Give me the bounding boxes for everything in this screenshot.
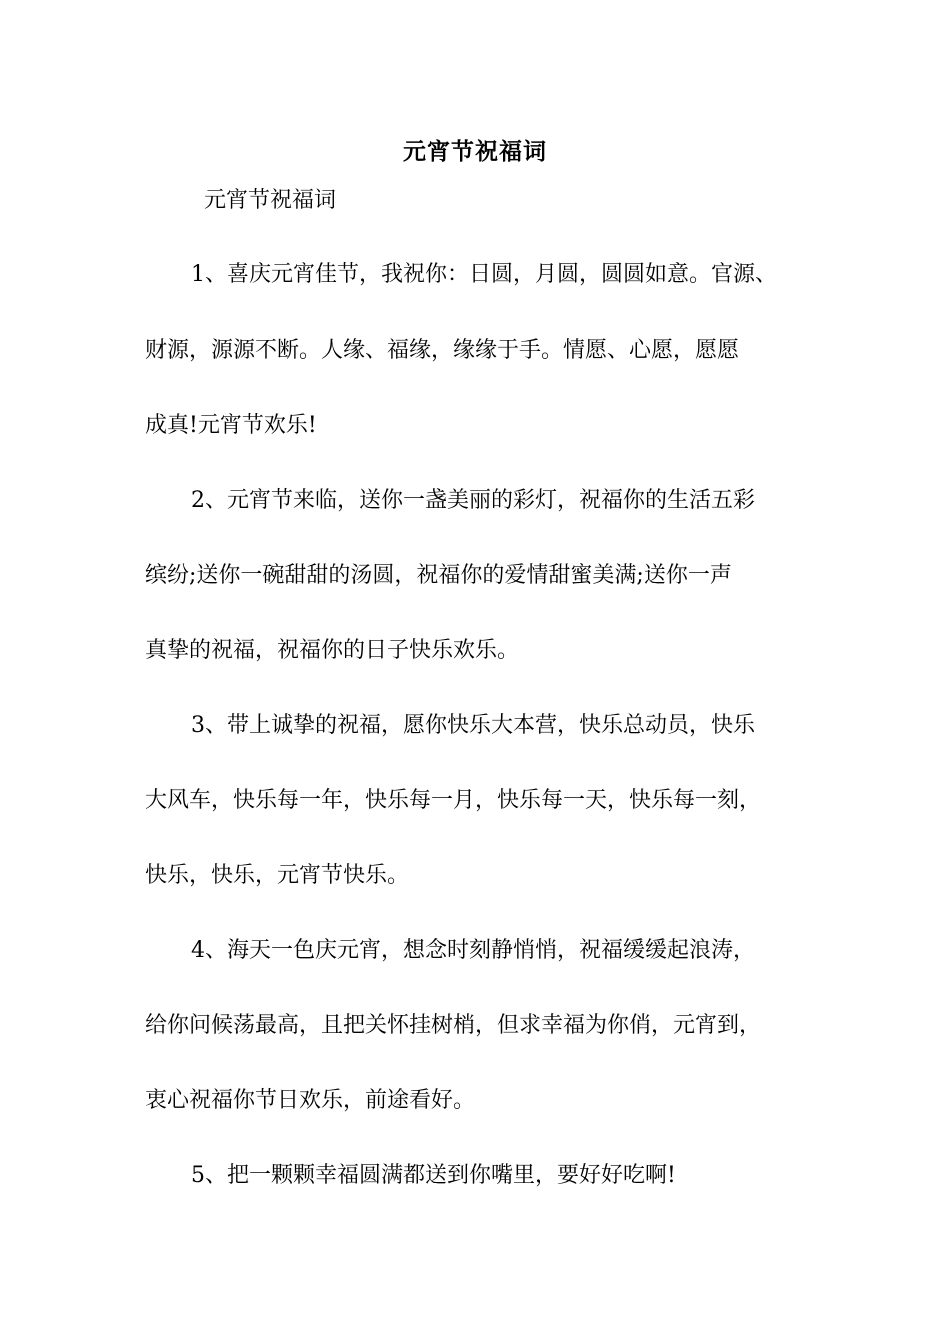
paragraph-line: 缤纷;送你一碗甜甜的汤圆，祝福你的爱情甜蜜美满;送你一声 [145, 563, 732, 588]
paragraph-line: 衷心祝福你节日欢乐，前途看好。 [145, 1088, 476, 1113]
paragraph-line: 财源，源源不断。人缘、福缘，缘缘于手。情愿、心愿，愿愿 [145, 338, 740, 363]
paragraph-line: 5、把一颗颗幸福圆满都送到你嘴里，要好好吃啊! [191, 1163, 676, 1188]
paragraph-line: 真挚的祝福，祝福你的日子快乐欢乐。 [145, 638, 520, 663]
paragraph-line: 给你问候荡最高，且把关怀挂树梢，但求幸福为你俏，元宵到， [145, 1013, 762, 1038]
paragraph-line: 3、带上诚挚的祝福，愿你快乐大本营，快乐总动员，快乐 [191, 713, 755, 738]
paragraph-line: 大风车，快乐每一年，快乐每一月，快乐每一天，快乐每一刻， [145, 788, 762, 813]
paragraph-line: 快乐，快乐，元宵节快乐。 [145, 863, 410, 888]
document-subtitle: 元宵节祝福词 [204, 188, 337, 213]
paragraph-line: 成真!元宵节欢乐! [145, 413, 317, 438]
paragraph-line: 2、元宵节来临，送你一盏美丽的彩灯，祝福你的生活五彩 [191, 488, 755, 513]
document-title: 元宵节祝福词 [403, 138, 547, 165]
paragraph-line: 4、海天一色庆元宵，想念时刻静悄悄，祝福缓缓起浪涛， [191, 938, 755, 963]
paragraph-line: 1、喜庆元宵佳节，我祝你：日圆，月圆，圆圆如意。官源、 [191, 262, 777, 287]
